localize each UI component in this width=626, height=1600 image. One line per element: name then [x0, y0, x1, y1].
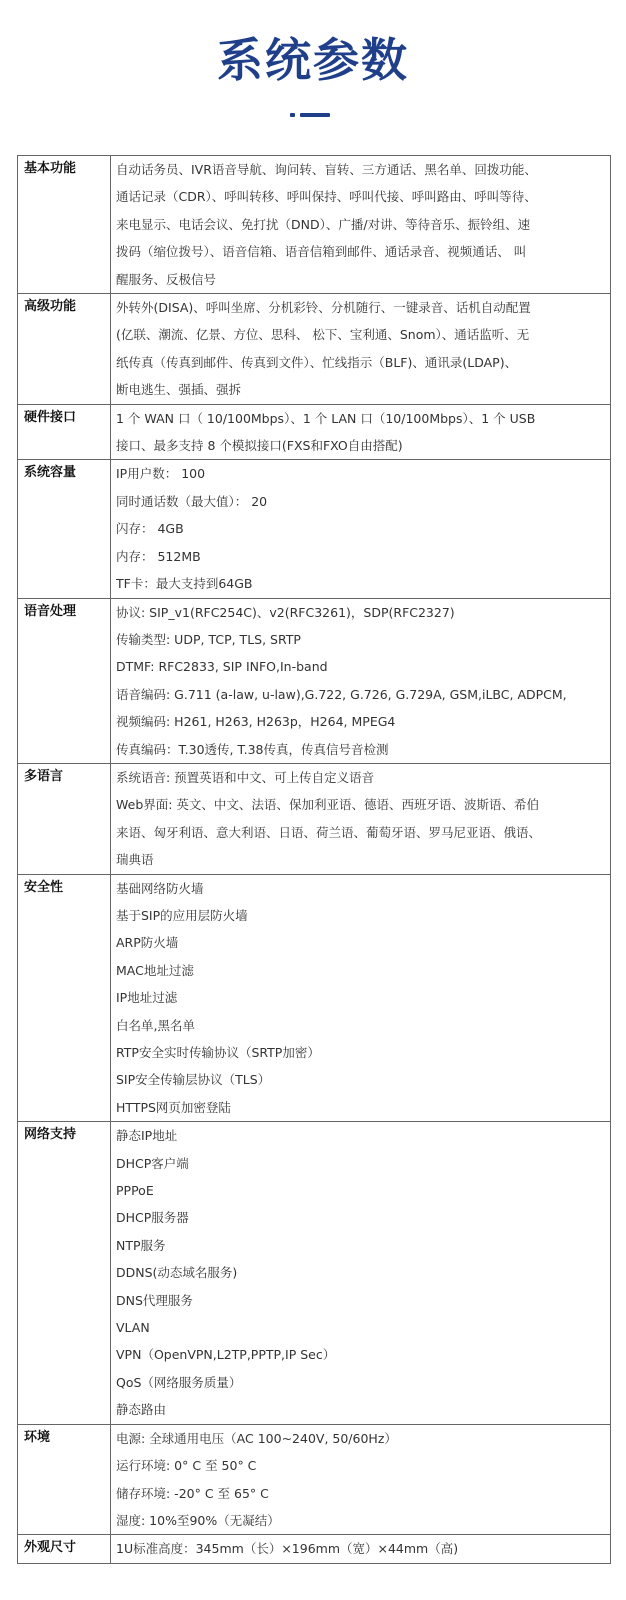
spec-row-environment — [18, 1424, 611, 1535]
row-content — [111, 1424, 611, 1535]
row-label: 外观尺寸 — [18, 1535, 111, 1563]
content-line: 醒服务、反极信号 — [116, 271, 217, 287]
content-line: 基于SIP的应用层防火墙 — [116, 907, 248, 923]
content-line: 静态路由 — [116, 1402, 167, 1418]
content-line: (亿联、潮流、亿景、方位、思科、 松下、宝利通、Snom）、通话监听、无 — [116, 327, 530, 343]
content-line: DHCP客户端 — [116, 1155, 189, 1171]
content-line: PPPoE — [116, 1183, 154, 1199]
content-line: IP用户数： 100 — [116, 466, 206, 482]
row-label: 系统容量 — [18, 460, 111, 598]
content-line: ARP防火墙 — [116, 935, 179, 951]
content-line: MAC地址过滤 — [116, 962, 194, 978]
content-line: HTTPS网页加密登陆 — [116, 1099, 231, 1115]
spec-row-voice-processing — [18, 598, 611, 763]
content-line: 拨码（缩位拨号）、语音信箱、语音信箱到邮件、通话录音、视频通话、 叫 — [116, 244, 527, 260]
content-line: 来电显示、电话会议、免打扰（DND）、广播/对讲、等待音乐、振铃组、速 — [116, 216, 531, 232]
row-label: 基本功能 — [18, 156, 111, 294]
page-title: 系统参数 — [217, 33, 409, 87]
spec-row-security — [18, 874, 611, 1122]
content-line: 瑞典语 — [116, 852, 154, 868]
row-label: 安全性 — [18, 874, 111, 1122]
spec-row-network-support — [18, 1122, 611, 1424]
row-content — [111, 294, 611, 405]
row-content — [111, 460, 611, 598]
content-line: 静态IP地址 — [116, 1128, 178, 1144]
row-content — [111, 1535, 611, 1563]
content-line: 电源: 全球通用电压（AC 100~240V, 50/60Hz） — [116, 1430, 397, 1446]
row-content — [111, 598, 611, 763]
content-line: VLAN — [116, 1320, 150, 1336]
content-line: 纸传真（传真到邮件、传真到文件）、忙线指示（BLF)、通讯录(LDAP)、 — [116, 354, 518, 370]
row-content — [111, 874, 611, 1122]
content-line: SIP安全传输层协议（TLS） — [116, 1072, 271, 1088]
content-line: 视频编码: H261, H263, H263p，H264, MPEG4 — [116, 714, 396, 730]
content-line: NTP服务 — [116, 1237, 166, 1253]
content-line: 协议: SIP_v1(RFC254C)、v2(RFC3261)，SDP(RFC2327) — [116, 604, 455, 620]
spec-row-system-capacity — [18, 460, 611, 598]
content-line: TF卡：最大支持到64GB — [116, 576, 253, 592]
content-line: 接口、最多支持 8 个模拟接口(FXS和FXO自由搭配) — [116, 438, 403, 454]
spec-row-dimensions — [18, 1535, 611, 1563]
content-line: Web界面: 英文、中文、法语、保加利亚语、德语、西班牙语、波斯语、希伯 — [116, 797, 539, 813]
content-line: DHCP服务器 — [116, 1210, 189, 1226]
content-line: 传真编码：T.30透传, T.38传真，传真信号音检测 — [116, 741, 389, 757]
content-line: DTMF: RFC2833, SIP INFO,In-band — [116, 659, 328, 675]
decoration-bar — [300, 113, 330, 117]
content-line: 运行环境: 0° C 至 50° C — [116, 1458, 257, 1474]
spec-row-advanced-functions — [18, 294, 611, 405]
spec-row-hardware-interfaces — [18, 404, 611, 460]
row-content — [111, 404, 611, 460]
content-line: QoS（网络服务质量） — [116, 1374, 242, 1390]
row-label: 高级功能 — [18, 294, 111, 405]
content-line: 基础网络防火墙 — [116, 880, 204, 896]
content-line: 同时通话数（最大值）： 20 — [116, 493, 268, 509]
content-line: 内存： 512MB — [116, 548, 201, 564]
content-line: 闪存： 4GB — [116, 521, 184, 537]
content-line: 储存环境: -20° C 至 65° C — [116, 1485, 269, 1501]
row-label: 环境 — [18, 1424, 111, 1535]
page-header — [0, 0, 626, 152]
content-line: 自动话务员、IVR语音导航、询问转、盲转、三方通话、黑名单、回拨功能、 — [116, 162, 537, 177]
row-content — [111, 1122, 611, 1424]
content-line: 湿度: 10%至90%（无凝结） — [116, 1512, 280, 1528]
content-line: DNS代理服务 — [116, 1292, 193, 1308]
row-label: 网络支持 — [18, 1122, 111, 1424]
spec-row-basic-functions — [18, 156, 611, 294]
content-line: 来语、匈牙利语、意大利语、日语、荷兰语、葡萄牙语、罗马尼亚语、俄语、 — [116, 824, 542, 840]
row-label: 硬件接口 — [18, 404, 111, 460]
row-content — [111, 763, 611, 874]
content-line: DDNS(动态域名服务) — [116, 1265, 238, 1281]
decoration-dot — [290, 113, 295, 117]
spec-row-languages — [18, 763, 611, 874]
content-line: 系统语音: 预置英语和中文、可上传自定义语音 — [116, 769, 375, 785]
row-content — [111, 156, 611, 294]
content-line: 传输类型: UDP, TCP, TLS, SRTP — [116, 631, 301, 647]
content-line: VPN（OpenVPN,L2TP,PPTP,IP Sec） — [116, 1347, 336, 1363]
content-line: 白名单,黑名单 — [116, 1017, 195, 1033]
row-label: 语音处理 — [18, 598, 111, 763]
content-line: 外转外(DISA)、呼叫坐席、分机彩铃、分机随行、一键录音、话机自动配置 — [116, 300, 531, 316]
content-line: 1 个 WAN 口（ 10/100Mbps）、1 个 LAN 口（10/100Mbps）、1 个 USB — [116, 410, 536, 426]
content-line: RTP安全实时传输协议（SRTP加密） — [116, 1045, 320, 1060]
content-line: 断电逃生、强插、强拆 — [116, 382, 242, 398]
title-underline-decoration — [290, 112, 336, 118]
content-line: 通话记录（CDR）、呼叫转移、呼叫保持、呼叫代接、呼叫路由、呼叫等待、 — [116, 189, 537, 205]
content-line: 语音编码: G.711 (a-law, u-law),G.722, G.726, G.729A, GSM,iLBC, ADPCM, — [116, 686, 567, 702]
content-line: IP地址过滤 — [116, 990, 178, 1006]
row-label: 多语言 — [18, 763, 111, 874]
content-line: 1U标准高度：345mm（长）×196mm（宽）×44mm（高) — [116, 1541, 459, 1557]
spec-table — [17, 155, 611, 1564]
